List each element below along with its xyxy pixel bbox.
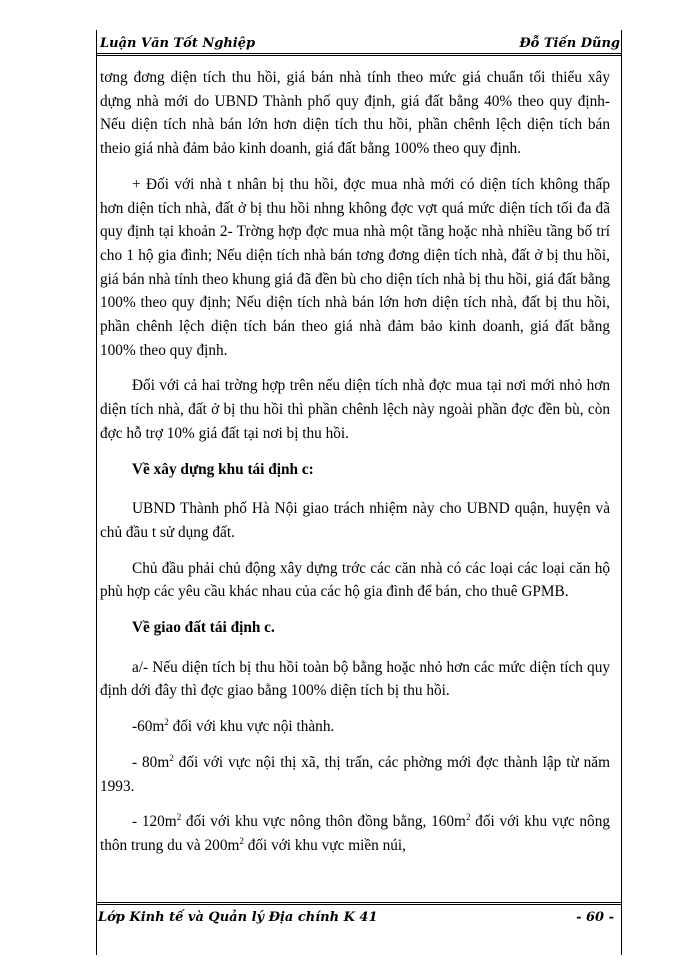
paragraph-continued: tơng đơng diện tích thu hồi, giá bán nhà tính theo mức giá chuẩn tối thiểu xây dựng nhà mới do UBND Thành phố quy định, giá đất bằng 40% theo quy định- Nếu diện tích nhà bán lớn hơn diện tích thu hồi, phần chênh lệch diện tích bán theio giá nhà đảm bảo kinh doanh, giá đất bằng 100% theo quy định. bbox=[100, 69, 610, 158]
header-author: Đỗ Tiến Dũng bbox=[519, 36, 620, 51]
list-item-inner-city: $-60m^2$ đối với khu vực nội thành. bbox=[132, 717, 335, 736]
page-footer bbox=[96, 904, 622, 932]
paragraph-private-housing: + Đối với nhà t nhân bị thu hồi, đợc mua nhà mới có diện tích không thấp hơn diện tích nhà, đất ở bị thu hồi nhng không đợc vợt quá mức diện tích tối đa đã quy định tại khoản 2- Trờng hợp đợc mua nhà một tầng hoặc nhà nhiều tầng bố trí cho 1 hộ gia đình; Nếu diện tích nhà bán tơng đơng diện tích nhà, đất ở bị thu hồi, giá bán nhà tính theo khung giá đã đền bù cho diện tích nhà bị thu hồi, giá đất bằng 100% theo quy định; Nếu diện tích nhà bán lớn hơn diện tích nhà, đất bị thu hồi, phần chênh lệch diện tích bán theo giá nhà đảm bảo kinh doanh, giá đất bằng 100% theo quy định. bbox=[100, 175, 610, 359]
document-body bbox=[100, 66, 610, 870]
heading-land-allocation: Về giao đất tái định c. bbox=[132, 619, 275, 637]
page-number: - 60 - bbox=[576, 910, 614, 925]
page-header bbox=[96, 28, 622, 54]
heading-resettlement-area: Về xây dựng khu tái định c: bbox=[132, 460, 314, 478]
header-thesis-title: Luận Văn Tốt Nghiệp bbox=[100, 36, 256, 51]
paragraph-allocation-rule: a/- Nếu diện tích bị thu hồi toàn bộ bằng hoặc nhỏ hơn các mức diện tích quy định dới đây thì đợc giao bằng 100% diện tích bị thu hồi. bbox=[100, 658, 610, 700]
paragraph-investor-duty: Chủ đầu phải chủ động xây dựng trớc các căn nhà có các loại các loại căn hộ phù hợp các yêu cầu khác nhau của các hộ gia đình để bán, cho thuê GPMB. bbox=[100, 559, 610, 601]
list-item-town: - $80m^2$ đối với vực nội thị xã, thị trấn, các phờng mới đợc thành lập từ năm 1993. bbox=[100, 752, 610, 795]
footer-class-name: Lớp Kinh tế và Quản lý Địa chính K 41 bbox=[98, 910, 378, 925]
header-rule bbox=[96, 53, 622, 56]
paragraph-both-cases: Đối với cả hai trờng hợp trên nếu diện tích nhà đợc mua tại nơi mới nhỏ hơn diện tích nhà, đất ở bị thu hồi thì phần chênh lệch này ngoài phần đợc đền bù, còn đợc hỗ trợ 10% giá đất tại nơi bị thu hồi. bbox=[100, 377, 610, 442]
paragraph-ubnd-responsibility: UBND Thành phố Hà Nội giao trách nhiệm này cho UBND quận, huyện và chủ đầu t sử dụng đất. bbox=[100, 500, 610, 541]
list-item-rural: - $120m^2$ đối với khu vực nông thôn đồng bằng, $160m^2$ đối với khu vực nông thôn trung du và $200m^2$ đối với khu vực miền núi, bbox=[100, 812, 610, 854]
